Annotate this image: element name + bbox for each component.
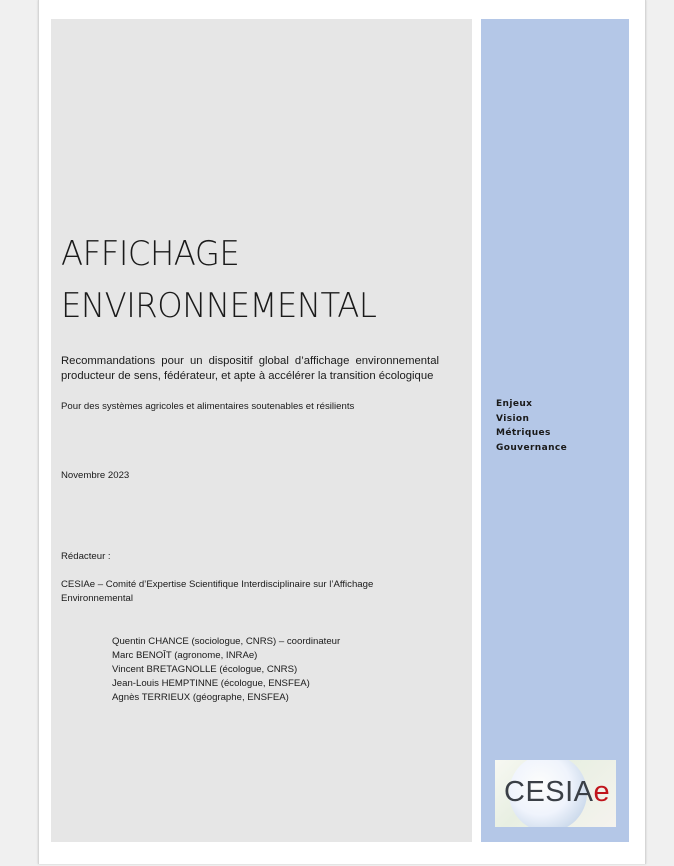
publication-date: Novembre 2023	[61, 470, 130, 481]
document-page	[38, 0, 646, 864]
organization-name: CESIAe – Comité d’Expertise Scientifique Interdisciplinaire sur l’Affichage Environnemental	[61, 579, 374, 604]
title-line-2: ENVIRONNEMENTAL	[61, 286, 377, 326]
document-title	[61, 228, 441, 332]
title-line-1: AFFICHAGE	[61, 234, 240, 274]
logo-text	[504, 775, 610, 809]
author-list	[112, 635, 340, 705]
author-item: Marc BENOÎT (agronome, INRAe)	[112, 650, 258, 661]
theme-item-gouvernance: Gouvernance	[496, 443, 568, 454]
author-item: Jean-Louis HEMPTINNE (écologue, ENSFEA)	[112, 678, 310, 689]
author-label: Rédacteur :	[61, 551, 111, 562]
author-item: Vincent BRETAGNOLLE (écologue, CNRS)	[112, 664, 298, 675]
theme-item-enjeux: Enjeux	[496, 399, 533, 409]
theme-item-metriques: Métriques	[496, 428, 551, 439]
author-item: Agnès TERRIEUX (géographe, ENSFEA)	[112, 692, 289, 703]
logo-text-main: CESIA	[504, 776, 594, 808]
cesiae-logo	[495, 760, 616, 827]
cover-main-panel	[51, 19, 472, 842]
logo-text-accent: e	[593, 776, 611, 808]
document-tagline: Pour des systèmes agricoles et alimentaires soutenables et résilients	[61, 401, 355, 412]
theme-list	[496, 397, 567, 456]
author-item: Quentin CHANCE (sociologue, CNRS) – coordinateur	[112, 636, 341, 647]
theme-item-vision: Vision	[496, 413, 530, 424]
document-subtitle: Recommandations pour un dispositif global d’affichage environnemental producteur de sens, fédérateur, et apte à accélérer la transition écologique	[61, 355, 439, 382]
